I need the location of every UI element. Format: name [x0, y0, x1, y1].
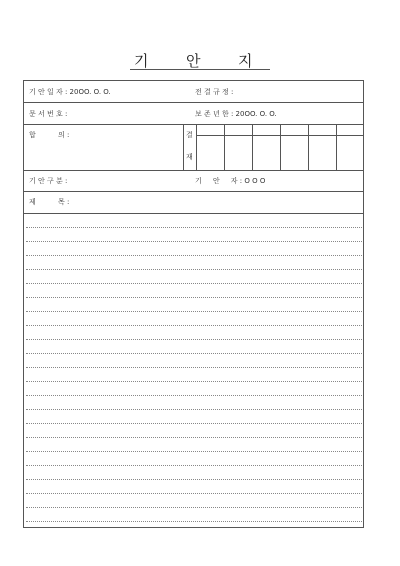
approval-rule-field: 전 결 규 정 :	[195, 88, 234, 96]
ruled-line	[26, 255, 362, 256]
ruled-line	[26, 311, 362, 312]
ruled-line	[26, 269, 362, 270]
approval-col-divider	[336, 124, 337, 170]
consultation-field: 합 의 :	[29, 131, 70, 139]
ruled-line	[26, 493, 362, 494]
ruled-line	[26, 507, 362, 508]
retention-field: 보 존 년 한 : 20OO. O. O.	[195, 110, 277, 118]
row-divider	[24, 213, 363, 214]
row-divider	[24, 170, 363, 171]
ruled-line	[26, 283, 362, 284]
approval-header-divider	[196, 135, 363, 136]
ruled-line	[26, 297, 362, 298]
row-divider	[24, 102, 363, 103]
title-underline	[130, 69, 270, 70]
row-divider	[24, 191, 363, 192]
approval-label-top: 결	[186, 131, 193, 139]
ruled-line	[26, 325, 362, 326]
drafter-field: 기 안 자 : O O O	[195, 177, 266, 185]
approval-col-divider	[252, 124, 253, 170]
approval-col-divider	[308, 124, 309, 170]
ruled-line	[26, 227, 362, 228]
ruled-line	[26, 339, 362, 340]
ruled-line	[26, 395, 362, 396]
ruled-line	[26, 409, 362, 410]
ruled-line	[26, 521, 362, 522]
ruled-line	[26, 241, 362, 242]
draft-type-field: 기 안 구 분 :	[29, 177, 68, 185]
ruled-line	[26, 465, 362, 466]
approval-left-border	[183, 124, 184, 170]
doc-number-field: 문 서 번 호 :	[29, 110, 68, 118]
row-divider	[24, 124, 363, 125]
approval-col-divider	[280, 124, 281, 170]
approval-col-divider	[224, 124, 225, 170]
title-char-2: 안	[186, 52, 201, 70]
ruled-line	[26, 353, 362, 354]
draft-date-field: 기 안 일 자 : 20OO. O. O.	[29, 88, 111, 96]
title-char-1: 기	[134, 52, 149, 70]
ruled-line	[26, 451, 362, 452]
ruled-line	[26, 381, 362, 382]
ruled-line	[26, 479, 362, 480]
approval-label-bottom: 재	[186, 153, 193, 161]
title-char-3: 지	[238, 52, 253, 70]
subject-field: 제 목 :	[29, 198, 70, 206]
document-title	[0, 50, 400, 74]
approval-label-border	[196, 124, 197, 170]
ruled-line	[26, 367, 362, 368]
ruled-line	[26, 423, 362, 424]
draft-form	[23, 80, 364, 528]
ruled-line	[26, 437, 362, 438]
